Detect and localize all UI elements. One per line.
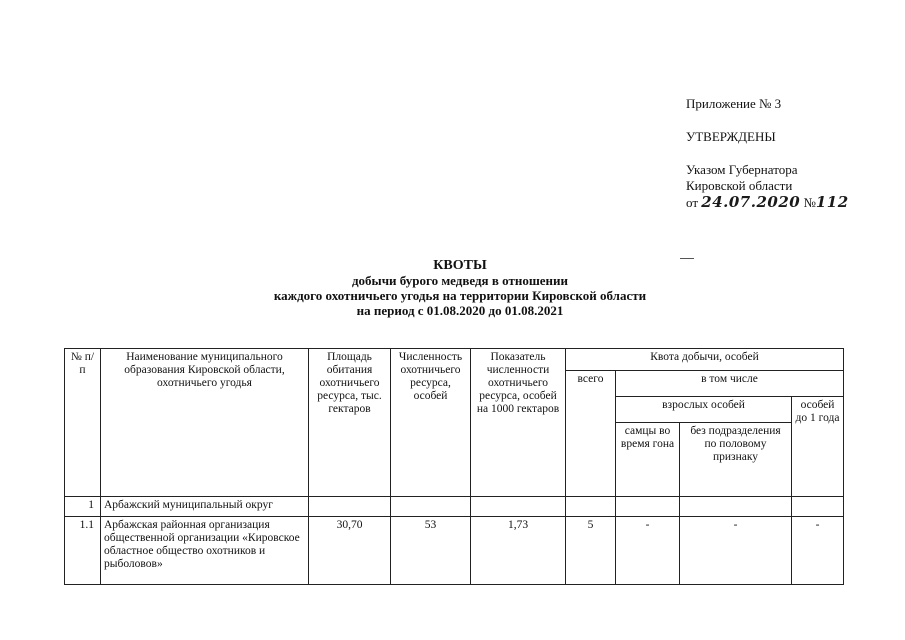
header-name: Наименование муниципального образования Кировской области, охотничьего угодья xyxy=(101,349,309,497)
row-total xyxy=(566,497,616,517)
row-males: - xyxy=(616,517,680,585)
from-label: от xyxy=(686,195,699,210)
header-including: в том числе xyxy=(616,371,844,397)
table-row xyxy=(65,497,844,517)
handwritten-number: 112 xyxy=(815,193,849,211)
header-num: № п/п xyxy=(65,349,101,497)
row-under1: - xyxy=(792,517,844,585)
row-total: 5 xyxy=(566,517,616,585)
row-count: 53 xyxy=(391,517,471,585)
approved-label: УТВЕРЖДЕНЫ xyxy=(686,129,776,144)
document-title xyxy=(200,258,720,318)
header-adults: взрослых особей xyxy=(616,397,792,423)
row-index xyxy=(471,497,566,517)
decree-line-1: Указом Губернатора xyxy=(686,162,798,177)
header-males-rut: самцы во время гона xyxy=(616,423,680,497)
row-index: 1,73 xyxy=(471,517,566,585)
header-area: Площадь обитания охотничьего ресурса, тыс. гектаров xyxy=(309,349,391,497)
row-under1 xyxy=(792,497,844,517)
header-count: Численность охотничьего ресурса, особей xyxy=(391,349,471,497)
table-row xyxy=(65,517,844,585)
decree-line-2: Кировской области xyxy=(686,178,793,193)
row-area: 30,70 xyxy=(309,517,391,585)
title-line-3: на период с 01.08.2020 до 01.08.2021 xyxy=(356,303,564,318)
appendix-label: Приложение № 3 xyxy=(686,96,782,111)
header-no-sex-division: без подразделения по половому признаку xyxy=(680,423,792,497)
row-males xyxy=(616,497,680,517)
row-name: Арбажский муниципальный округ xyxy=(101,497,309,517)
row-nodiv xyxy=(680,497,792,517)
title-main: КВОТЫ xyxy=(433,258,487,273)
approval-block xyxy=(686,96,886,211)
handwritten-date: 24.07.2020 xyxy=(701,193,801,211)
header-index: Показатель численности охотничьего ресурса, особей на 1000 гектаров xyxy=(471,349,566,497)
row-area xyxy=(309,497,391,517)
row-num: 1.1 xyxy=(65,517,101,585)
number-label: № xyxy=(803,195,816,210)
header-total: всего xyxy=(566,371,616,497)
title-line-2: каждого охотничьего угодья на территории Кировской области xyxy=(273,288,647,303)
row-count xyxy=(391,497,471,517)
quota-table xyxy=(64,348,844,585)
header-under1: особей до 1 года xyxy=(792,397,844,497)
row-nodiv: - xyxy=(680,517,792,585)
decree-date-line xyxy=(686,194,886,211)
header-quota: Квота добычи, особей xyxy=(566,349,844,371)
row-num: 1 xyxy=(65,497,101,517)
row-name: Арбажская районная организация общественной организации «Кировское областное общество охотников и рыболовов» xyxy=(101,517,309,585)
title-line-1: добычи бурого медведя в отношении xyxy=(351,273,569,288)
